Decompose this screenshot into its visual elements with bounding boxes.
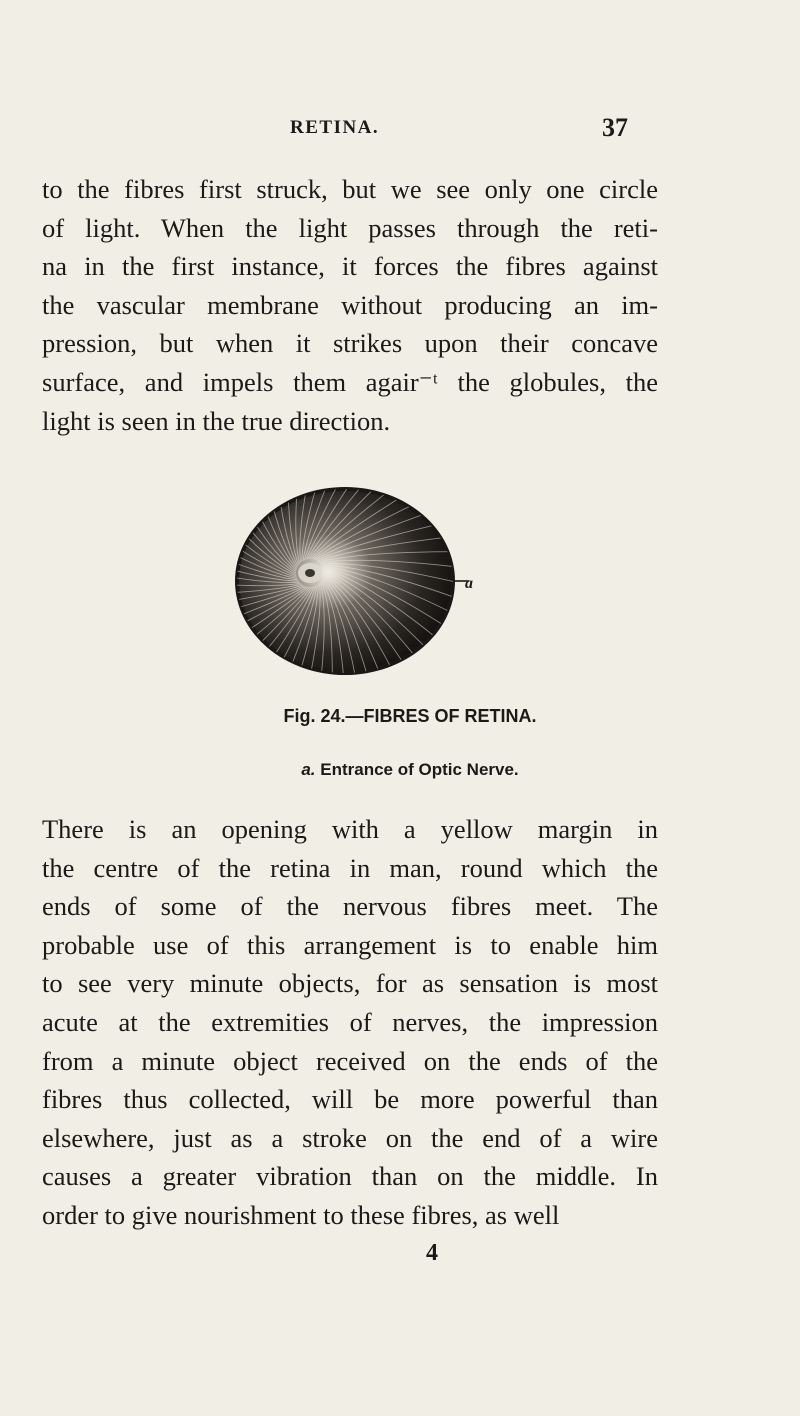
text-line: from a minute object received on the ends of the <box>42 1045 658 1076</box>
signature-mark: 4 <box>426 1240 438 1266</box>
text-line: light is seen in the true direction. <box>42 405 391 436</box>
text-line: causes a greater vibration than on the middle. In <box>42 1161 658 1192</box>
text-line: to see very minute objects, for as sensation is most <box>42 968 658 999</box>
paragraph-1 <box>42 170 658 440</box>
text-line: probable use of this arrangement is to enable him <box>42 929 658 960</box>
subcaption-text: Entrance of Optic Nerve. <box>320 760 519 779</box>
text-line: elsewhere, just as a stroke on the end of a wire <box>42 1122 658 1153</box>
text-line: the vascular membrane without producing an im- <box>42 289 658 320</box>
text-line: fibres thus collected, will be more powerful than <box>42 1084 658 1115</box>
text-line: pression, but when it strikes upon their concave <box>42 328 658 359</box>
text-line: order to give nourishment to these fibres, as well <box>42 1199 560 1230</box>
text-line: of light. When the light passes through the reti- <box>42 212 658 243</box>
text-line: to the fibres first struck, but we see only one circle <box>42 174 658 204</box>
text-line: ends of some of the nervous fibres meet. The <box>42 891 658 922</box>
paragraph-2 <box>42 810 658 1235</box>
text-line: There is an opening with a yellow margin in <box>42 814 658 844</box>
figure-subcaption <box>0 760 800 780</box>
running-header-title: RETINA. <box>290 117 380 138</box>
subcaption-letter: a. <box>301 760 316 779</box>
retina-engraving <box>225 478 475 688</box>
figure-caption: Fig. 24.—FIBRES OF RETINA. <box>283 706 537 726</box>
text-line: acute at the extremities of nerves, the impression <box>42 1006 658 1037</box>
text-line: na in the first instance, it forces the fibres against <box>42 251 658 282</box>
callout-letter: a <box>465 575 473 592</box>
text-line: the centre of the retina in man, round which the <box>42 852 658 883</box>
text-line: surface, and impels them agair⁻ᵗ the globules, the <box>42 366 658 397</box>
retina-fibres-illustration <box>225 478 475 688</box>
page-number: 37 <box>602 113 628 142</box>
